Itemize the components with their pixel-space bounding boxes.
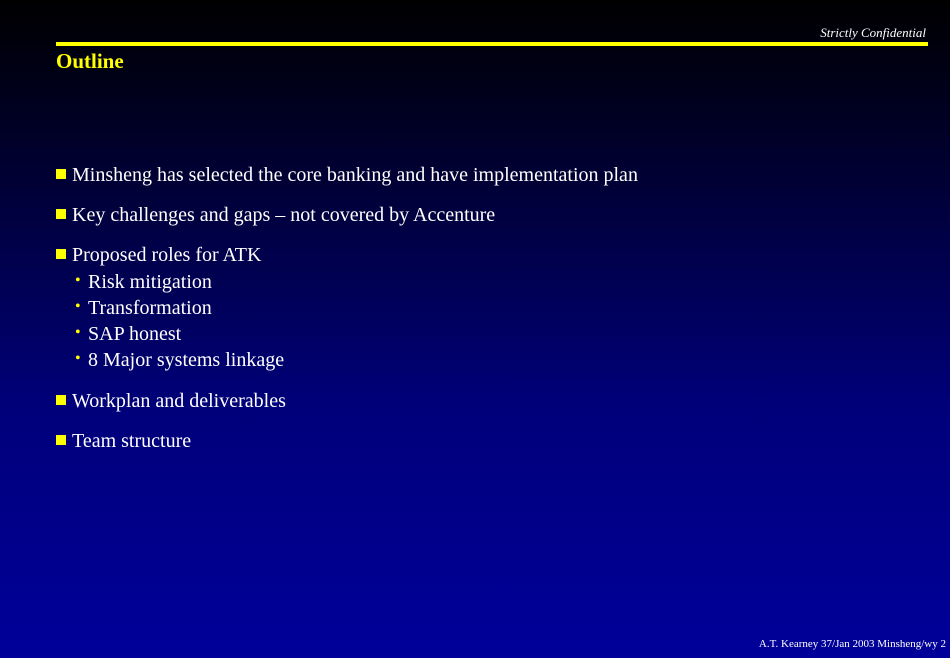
bullet-text: Minsheng has selected the core banking and have implementation plan: [72, 164, 638, 186]
sub-bullet-item: [75, 269, 916, 295]
square-bullet-icon: [56, 435, 66, 445]
square-bullet-icon: [56, 249, 66, 259]
dot-bullet-icon: •: [75, 298, 81, 315]
bullet-item: [56, 203, 916, 227]
square-bullet-icon: [56, 169, 66, 179]
dot-bullet-icon: •: [75, 272, 81, 289]
confidentiality-label: Strictly Confidential: [820, 25, 926, 40]
bullet-text: Team structure: [72, 430, 192, 452]
bullet-text: Key challenges and gaps – not covered by Accenture: [72, 204, 496, 226]
bullet-item: [56, 163, 916, 187]
bullet-text: Workplan and deliverables: [72, 390, 286, 412]
bullet-item: [56, 389, 916, 413]
sub-bullet-item: [75, 295, 916, 321]
sub-bullet-text: Risk mitigation: [88, 271, 212, 293]
slide-title: Outline: [56, 49, 124, 73]
square-bullet-icon: [56, 209, 66, 219]
sub-bullet-text: SAP honest: [88, 323, 182, 345]
bullet-item: [56, 243, 916, 373]
sub-bullet-list: [72, 269, 916, 373]
sub-bullet-item: [75, 321, 916, 347]
footer-citation: A.T. Kearney 37/Jan 2003 Minsheng/wy 2: [758, 638, 946, 650]
bullet-list: [56, 163, 916, 469]
bullet-item: [56, 429, 916, 453]
square-bullet-icon: [56, 395, 66, 405]
sub-bullet-text: 8 Major systems linkage: [88, 349, 285, 371]
sub-bullet-item: [75, 347, 916, 373]
dot-bullet-icon: •: [75, 324, 81, 341]
dot-bullet-icon: •: [75, 350, 81, 367]
title-rule: [56, 42, 928, 46]
bullet-text: Proposed roles for ATK: [72, 244, 262, 266]
sub-bullet-text: Transformation: [88, 297, 212, 319]
